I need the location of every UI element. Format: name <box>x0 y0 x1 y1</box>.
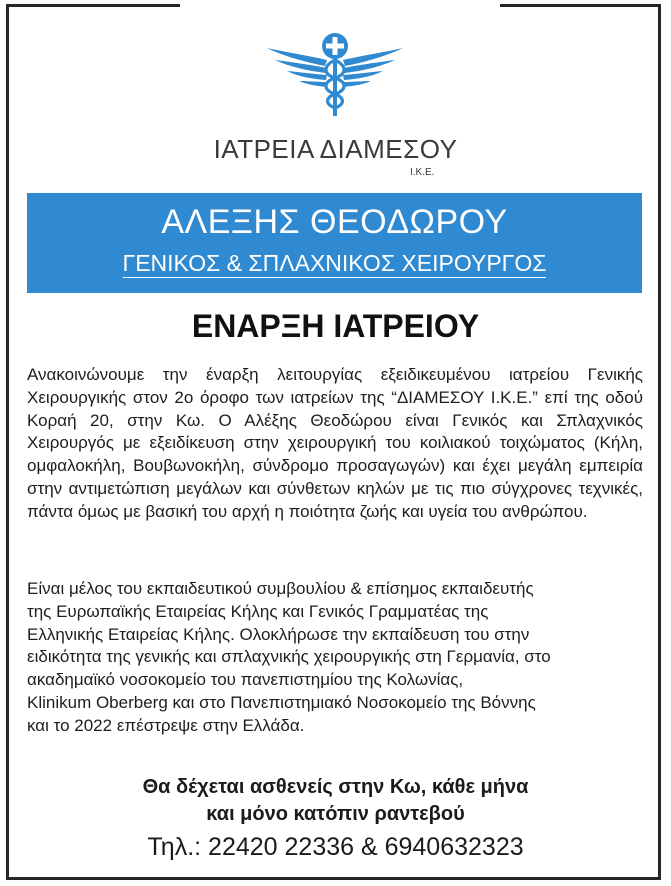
announcement-paragraph: Ανακοινώνουμε την έναρξη λειτουργίας εξειδικευμένου ιατρείου Γενικής Χειρουργικής στον 2ο όροφο των ιατρείων της “ΔΙΑΜΕΣΟΥ Ι.Κ.Ε.” επί της οδού Κοραή 20, στην Κω. Ο Αλέξης Θεοδώρου είναι Γενικός και Σπλαχνικός Χειρουργός με εξειδίκευση στην χειρουργική του κοιλιακού τοιχώματος (Κήλη, ομφαλοκήλη, Βουβωνοκήλη, σύνδρομο προσαγωγών) και έχει μεγάλη εμπειρία στην αντιμετώπιση μεγάλων και σύνθετων κηλών με τις πιο σύγχρονες τεχνικές, πάντα όμως με βασική του αρχή η ποιότητα ζωής και υγεία του ανθρώπου. <box>27 365 643 521</box>
biography-line: και το 2022 επέστρεψε στην Ελλάδα. <box>27 715 305 735</box>
clinic-company-suffix: Ι.Κ.Ε. <box>410 167 435 178</box>
biography-line: Είναι μέλος του εκπαιδευτικού συμβουλίου & επίσημος εκπαιδευτής <box>27 579 534 598</box>
biography-line: ακαδημαϊκό νοσοκομείο του πανεπιστημίου της Κολωνίας, <box>27 670 464 690</box>
phone-numbers: Τηλ.: 22420 22336 & 6940632323 <box>147 833 524 861</box>
biography-line: της Ευρωπαϊκής Εταιρείας Κήλης και Γενικός Γραμματέας της <box>27 601 489 621</box>
biography-line: Klinikum Oberberg και στο Πανεπιστημιακό Νοσοκομείο της Βόννης <box>27 692 536 712</box>
announcement-headline: ΕΝΑΡΞΗ ΙΑΤΡΕΙΟΥ <box>191 308 480 344</box>
biography-line: ειδικότητα της γενικής και σπλαχνικής χειρουργικής στη Γερμανία, στο <box>27 647 551 667</box>
doctor-name: ΑΛΕΞΗΣ ΘΕΟΔΩΡΟΥ <box>161 203 508 241</box>
clinic-name: ΙΑΤΡΕΙΑ ΔΙΑΜΕΣΟΥ <box>213 134 458 164</box>
caduceus-with-wings-and-cross-icon <box>265 30 405 120</box>
top-border-gap <box>180 0 500 7</box>
doctor-specialty <box>27 250 642 277</box>
biography-line: Ελληνικής Εταιρείας Κήλης. Ολοκλήρωσε την εκπαίδευση του στην <box>27 624 530 644</box>
doctor-specialty-text: ΓΕΝΙΚΟΣ & ΣΠΛΑΧΝΙΚΟΣ ΧΕΙΡΟΥΡΓΟΣ <box>122 250 547 276</box>
appointment-line: και μόνο κατόπιν ραντεβού <box>206 803 465 825</box>
biography-paragraph <box>27 578 643 738</box>
doctor-banner <box>27 193 642 293</box>
schedule-line: Θα δέχεται ασθενείς στην Κω, κάθε μήνα <box>142 776 529 798</box>
